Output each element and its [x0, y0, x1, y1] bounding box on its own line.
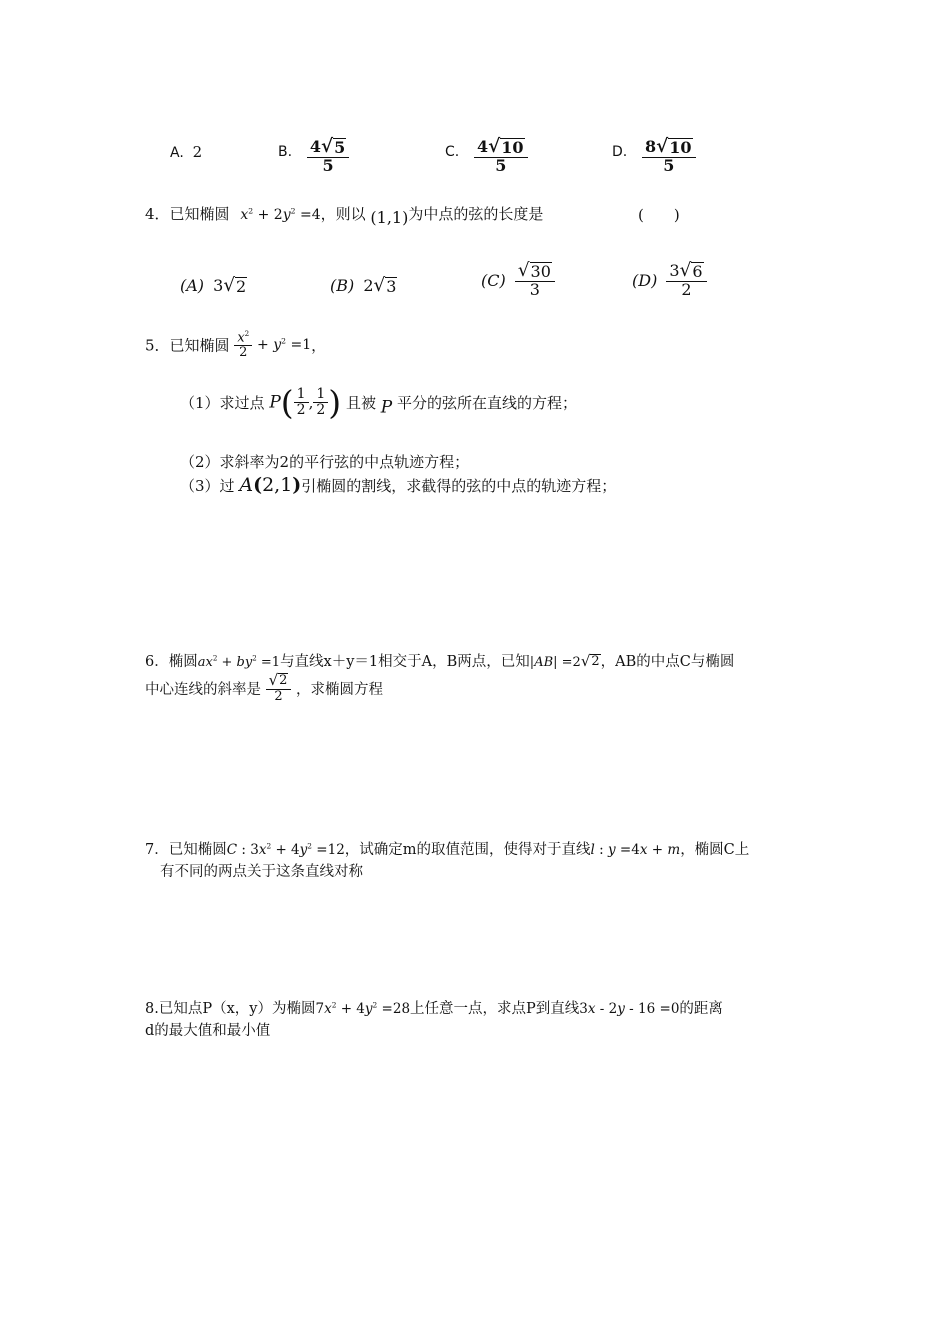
q8-prefix: 8.已知点P（x，y）为椭圆	[145, 1001, 316, 1017]
q7-line2: 有不同的两点关于这条直线对称	[160, 864, 363, 880]
q6-mid: ，AB的中点C与椭圆	[600, 654, 735, 670]
option-value: 3 √ 2	[213, 275, 247, 296]
option-fraction: 4 √ 5 5	[307, 138, 349, 175]
q6-line2	[145, 673, 383, 704]
q4-equation: $x^2 + 2y^2 =4$	[240, 206, 321, 223]
paren-left: (	[280, 383, 294, 422]
option-label: A.	[170, 145, 184, 161]
q4-prefix: 4．已知椭圆	[145, 205, 230, 223]
q8-mid: 上任意一点，求点P到直线	[410, 1001, 580, 1017]
q5-p-var: P	[380, 397, 393, 418]
q8-suffix: 的距离	[679, 1001, 723, 1017]
option-fraction: 8 √ 10 5	[642, 138, 696, 175]
q5-stem	[145, 330, 326, 360]
q7-stem	[145, 838, 749, 859]
q5-suffix: ，	[311, 336, 327, 355]
q4-option-c	[481, 262, 555, 299]
q6-text: 中心连线的斜率是	[145, 681, 261, 698]
q4-point: (1,1)	[370, 208, 409, 227]
option-label: (A)	[180, 276, 205, 295]
option-label: D.	[612, 144, 628, 160]
q5-point-a: A(2,1)	[239, 474, 302, 496]
option-fraction: 4 √ 10 5	[474, 138, 528, 175]
q4-option-b	[330, 276, 397, 296]
option-value: 2	[192, 143, 203, 161]
q8-line2: d的最大值和最小值	[145, 1023, 271, 1039]
q6-equation: $ax^2 + by^2 =1$	[197, 653, 281, 670]
q6-stem	[145, 650, 734, 671]
q8-ellipse: $7x^2 + 4y^2 =28$	[315, 1000, 411, 1017]
q4-mid: ，则以	[320, 205, 366, 223]
option-label: C.	[445, 144, 460, 160]
paren-right: )	[328, 383, 342, 422]
q4-answer-blank: ( )	[638, 206, 680, 224]
q5-p1-text: 且被	[345, 394, 376, 412]
q5-part-1: （1）求过点 P( $\frac{1}{2}$ , $\frac{1}{2}$ ) 且被 P 平分的弦所在直线的方程；	[180, 383, 577, 422]
fraction: $\frac{1}{2}$	[313, 387, 328, 417]
q4-stem	[145, 203, 543, 227]
option-label: B.	[278, 144, 293, 160]
q5-p3-text: 引椭圆的割线，求截得的弦的中点的轨迹方程；	[301, 477, 617, 495]
q8-stem	[145, 997, 723, 1018]
q5-p1-text: （1）求过点	[180, 394, 265, 412]
q4-option-a	[180, 276, 247, 296]
q7-prefix: 7．已知椭圆	[145, 842, 227, 858]
q3-option-b	[278, 138, 349, 175]
option-fraction: 3 √ 6 2	[666, 262, 706, 299]
fraction: $\frac{1}{2}$	[294, 387, 309, 417]
q6-text: ，求椭圆方程	[296, 681, 384, 698]
q6-slope-fraction: √ 2 2	[266, 673, 292, 704]
option-label: (B)	[330, 276, 355, 295]
option-fraction: √ 30 3	[515, 262, 555, 299]
q8-line: 3x - 2y - 16 =0	[579, 1001, 680, 1017]
q5-equation-rest: + $y^2 =1$	[257, 336, 312, 354]
option-label: (D)	[632, 271, 658, 291]
q7-mid: ，试确定m的取值范围，使得对于直线	[344, 842, 591, 858]
q7-suffix: ，椭圆C上	[680, 842, 750, 858]
option-label: (C)	[481, 271, 506, 291]
q6-ab-length: |AB| =2 √ 2	[529, 652, 600, 670]
q4-option-d	[632, 262, 707, 299]
q3-option-c	[445, 138, 528, 175]
q7-line: l : y =4x + m	[590, 842, 681, 858]
q3-option-d	[612, 138, 696, 175]
q6-mid: 与直线x＋y＝1相交于A，B两点，已知	[280, 654, 530, 670]
q5-prefix: 5．已知椭圆	[145, 336, 230, 355]
q5-part-2: （2）求斜率为2的平行弦的中点轨迹方程；	[180, 453, 470, 471]
q5-point-p: P	[269, 392, 281, 413]
q6-prefix: 6．椭圆	[145, 654, 198, 670]
q5-p1-text: 平分的弦所在直线的方程；	[396, 394, 577, 412]
option-value: 2 √ 3	[363, 275, 397, 296]
q7-ellipse: C : $3x^2 + 4y^2 =12$	[226, 841, 345, 858]
q4-suffix: 为中点的弦的长度是	[408, 205, 544, 223]
q5-part-3	[180, 474, 616, 496]
q5-fraction: $\frac{x^2}{2}$	[234, 330, 252, 360]
q5-p3-text: （3）过	[180, 477, 235, 495]
q3-option-a	[170, 143, 202, 161]
